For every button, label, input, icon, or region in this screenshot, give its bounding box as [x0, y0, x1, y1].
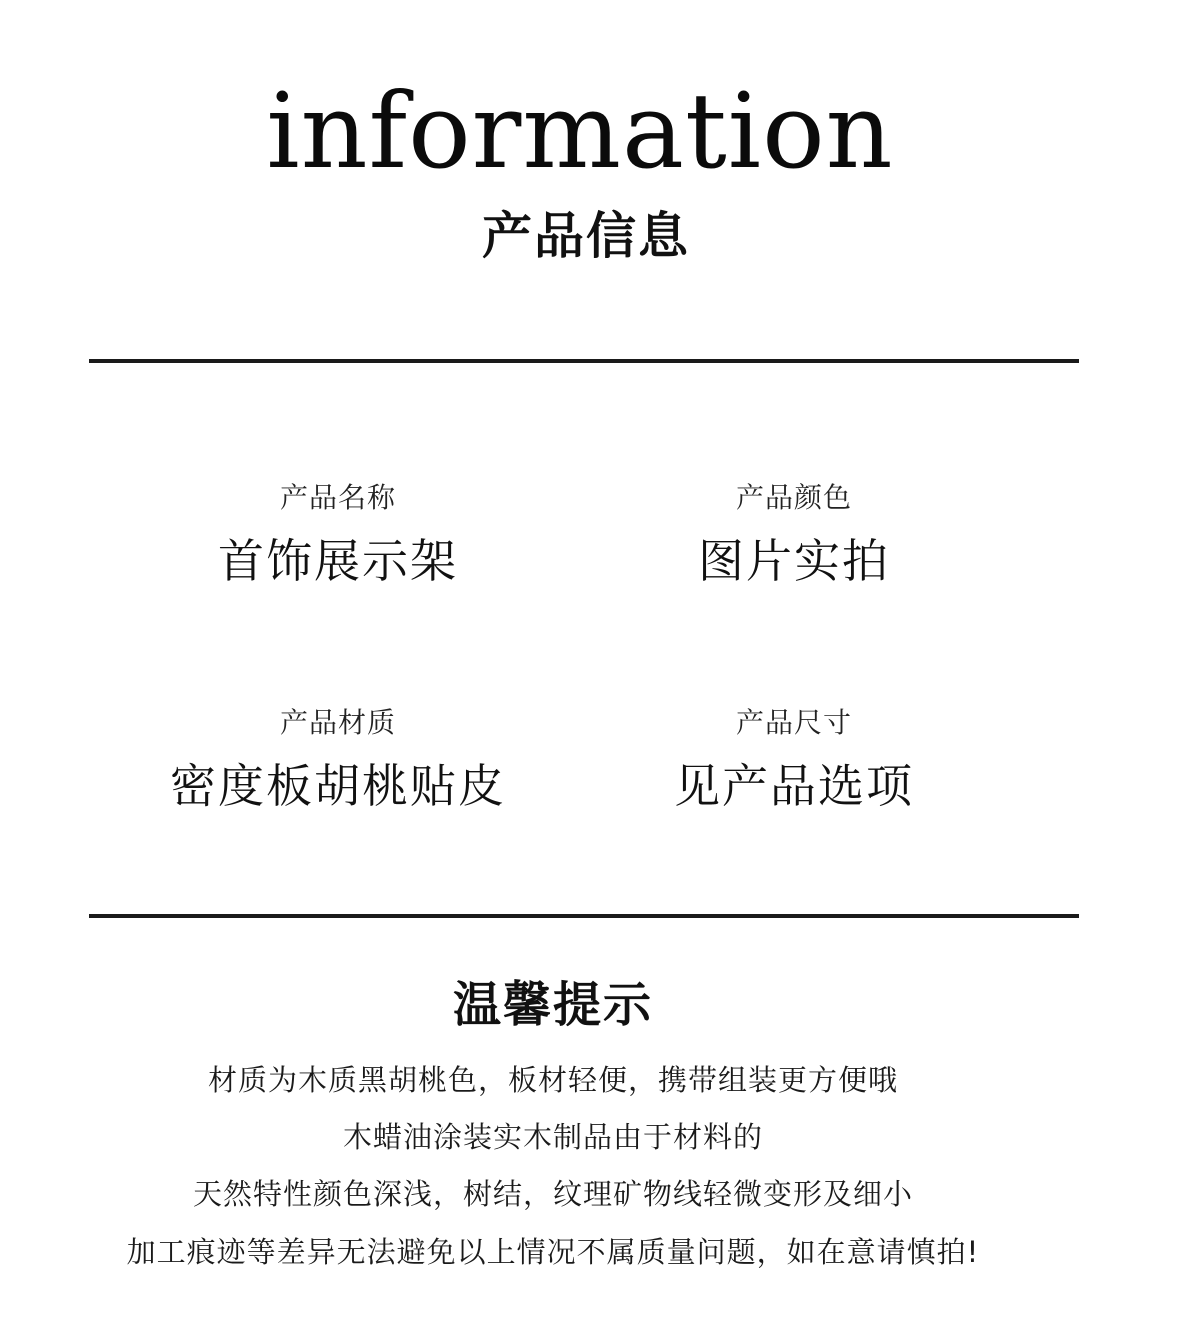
info-value: 首饰展示架 [218, 534, 458, 588]
page-title-english: information [266, 70, 894, 192]
top-divider [89, 359, 1079, 363]
page-title-chinese: 产品信息 [482, 207, 690, 265]
tips-line: 材质为木质黑胡桃色，板材轻便，携带组装更方便哦 [207, 1063, 898, 1097]
tips-heading: 温馨提示 [452, 977, 653, 1033]
info-product-color [594, 480, 994, 590]
info-product-size [594, 705, 994, 815]
tips-line: 加工痕迹等差异无法避免以上情况不属质量问题，如在意请慎拍! [126, 1235, 980, 1269]
info-product-name [138, 480, 538, 590]
info-value: 密度板胡桃贴皮 [170, 759, 506, 813]
info-label: 产品材质 [279, 706, 396, 739]
info-value: 图片实拍 [698, 534, 890, 588]
info-label: 产品颜色 [735, 481, 852, 514]
info-label: 产品尺寸 [735, 706, 852, 739]
bottom-divider [89, 914, 1079, 918]
info-label: 产品名称 [279, 481, 396, 514]
tips-line: 木蜡油涂装实木制品由于材料的 [342, 1120, 763, 1154]
info-product-material [138, 705, 538, 815]
info-value: 见产品选项 [674, 759, 914, 813]
tips-line: 天然特性颜色深浅，树结，纹理矿物线轻微变形及细小 [192, 1177, 913, 1211]
